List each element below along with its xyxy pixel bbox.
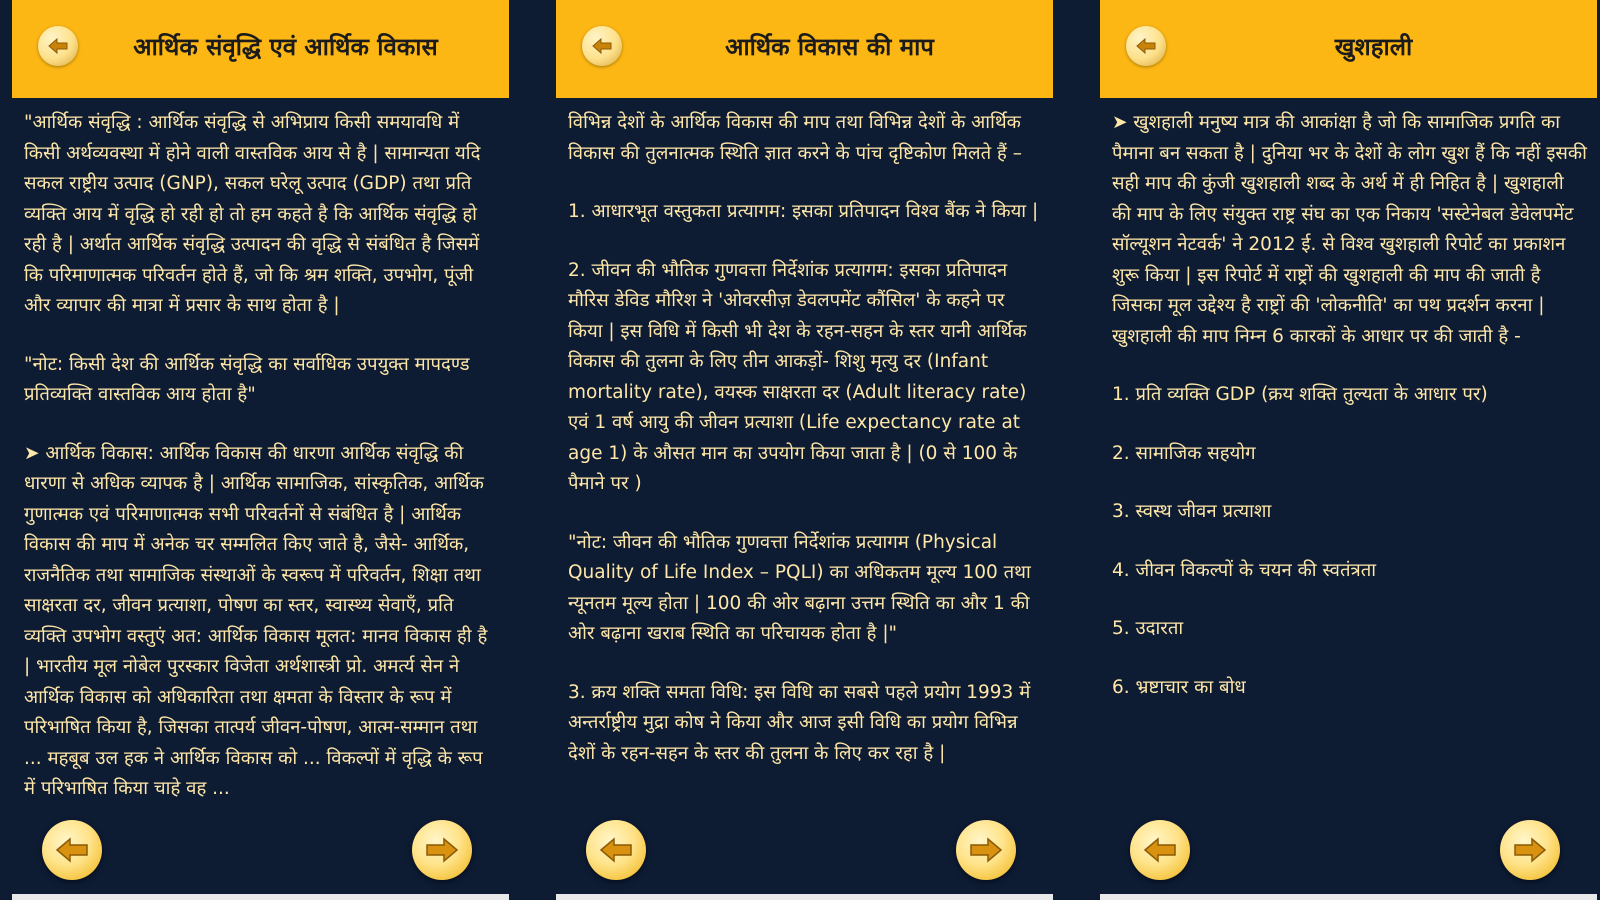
paragraph: ➤ आर्थिक विकास: आर्थिक विकास की धारणा आर्थिक संवृद्धि की धारणा से अधिक व्यापक है | आर्थिक सामाजिक, सांस्कृतिक, आर्थिक गुणात्मक एवं परिमाणात्मक सभी परिवर्तनों से संबंधित है | आर्थिक विकास की माप में अनेक चर सम्मलित किए जाते है, जैसे- आर्थिक, राजनैतिक तथा सामाजिक संस्थाओं के स्वरूप में परिवर्तन, शिक्षा तथा साक्षरता दर, जीवन प्रत्याशा, पोषण का स्तर, स्वास्थ्य सेवाएँ, प्रति व्यक्ति उपभोग वस्तुएं अत: आर्थिक विकास मूलत: मानव विकास ही है | भारतीय मूल नोबेल पुरस्कार विजेता अर्थशास्त्री प्रो. अमर्त्य सेन ने आर्थिक विकास को अधिकारिता तथा क्षमता के विस्तार के रूप में परिभाषित किया है, जिसका तात्पर्य जीवन-पोषण, आत्म-सम्मान तथा ... महबूब उल हक ने आर्थिक विकास को ... विकल्पों में वृद्धि के रूप में परिभाषित किया चाहे वह ... (24, 442, 488, 799)
arrow-left-icon (47, 37, 69, 55)
paragraph: "नोट: किसी देश की आर्थिक संवृद्धि का सर्वाधिक उपयुक्त मापदण्ड प्रतिव्यक्ति वास्तविक आय होता है" (24, 353, 470, 405)
arrow-left-icon (591, 37, 613, 55)
paragraph: 3. क्रय शक्ति समता विधि: इस विधि का सबसे पहले प्रयोग 1993 में अन्तर्राष्ट्रीय मुद्रा कोष ने किया और आज इसी विधि का प्रयोग विभिन्न देशों के रहन-सहन के स्तर की तुलना के लिए कर रहा है | (568, 681, 1031, 764)
app-header (12, 0, 509, 98)
paragraph: 2. जीवन की भौतिक गुणवत्ता निर्देशांक प्रत्यागम: इसका प्रतिपादन मौरिस डेविड मौरिश ने 'ओवरसीज़ डेवलपमेंट कौंसिल' के कहने पर किया | इस विधि में किसी भी देश के रहन-सहन के स्तर यानी आर्थिक विकास की तुलना के लिए तीन आकड़ों- शिशु मृत्यु दर (Infant mortality rate), वयस्क साक्षरता दर (Adult literacy rate) एवं 1 वर्ष आयु की जीवन प्रत्याशा (Life expectancy rate at age 1) के औसत मान का उपयोग किया जाता है | (0 से 100 के पैमाने पर ) (568, 259, 1027, 494)
list-item: 3. स्वस्थ जीवन प्रत्याशा (1112, 501, 1272, 522)
page-title: आर्थिक विकास की माप (725, 33, 934, 61)
previous-button[interactable] (586, 820, 646, 880)
next-button[interactable] (412, 820, 472, 880)
paragraph: "नोट: जीवन की भौतिक गुणवत्ता निर्देशांक प्रत्यागम (Physical Quality of Life Index – PQLI) का अधिकतम मूल्य 100 तथा न्यूनतम मूल्य होता | 100 की ओर बढ़ाना उत्तम स्थिति का और 1 की ओर बढ़ाना खराब स्थिति का परिचायक होता है |" (568, 531, 1031, 644)
arrow-right-icon (1513, 837, 1547, 863)
app-header (1100, 0, 1597, 98)
arrow-right-icon (425, 837, 459, 863)
list-item: 6. भ्रष्टाचार का बोध (1112, 676, 1246, 698)
back-button[interactable] (1126, 26, 1166, 66)
arrow-left-icon (599, 837, 633, 863)
paragraph: विभिन्न देशों के आर्थिक विकास की माप तथा विभिन्न देशों के आर्थिक विकास की तुलनात्मक स्थिति ज्ञात करने के पांच दृष्टिकोण मिलते हैं – (568, 112, 1022, 164)
bottom-bar (556, 894, 1053, 900)
bottom-bar (12, 894, 509, 900)
list-item: 4. जीवन विकल्पों के चयन की स्वतंत्रता (1112, 559, 1377, 581)
arrow-left-icon (1143, 837, 1177, 863)
app-header (556, 0, 1053, 98)
article-text (568, 108, 1043, 797)
list-item: 2. सामाजिक सहयोग (1112, 442, 1256, 464)
previous-button[interactable] (1130, 820, 1190, 880)
page-title: खुशहाली (1334, 33, 1413, 61)
page-title: आर्थिक संवृद्धि एवं आर्थिक विकास (133, 33, 438, 61)
next-button[interactable] (956, 820, 1016, 880)
bottom-bar (1100, 894, 1597, 900)
list-item: 1. प्रति व्यक्ति GDP (क्रय शक्ति तुल्यता के आधार पर) (1112, 384, 1488, 405)
screen-panel-3 (1100, 0, 1597, 900)
screen-panel-2 (556, 0, 1053, 900)
back-button[interactable] (38, 26, 78, 66)
arrow-right-icon (969, 837, 1003, 863)
paragraph: ➤ खुशहाली मनुष्य मात्र की आकांक्षा है जो कि सामाजिक प्रगति का पैमाना बन सकता है | दुनिया भर के देशों के लोग खुश हैं कि नहीं इसकी सही माप की कुंजी खुशहाली शब्द के अर्थ में ही निहित है | खुशहाली की माप के लिए संयुक्त राष्ट्र संघ का एक निकाय 'सस्टेनेबल डेवेलपमेंट सॉल्यूशन नेटवर्क' ने 2012 ई. से विश्व खुशहाली रिपोर्ट का प्रकाशन शुरू किया | इस रिपोर्ट में राष्ट्रों की खुशहाली की माप की जाती है जिसका मूल उद्देश्य है राष्ट्रों की 'लोकनीति' का पथ प्रदर्शन करना | खुशहाली की माप निम्न 6 कारकों के आधार पर की जाती है - (1112, 112, 1587, 347)
arrow-left-icon (1135, 37, 1157, 55)
list-item: 5. उदारता (1112, 618, 1184, 639)
arrow-left-icon (55, 837, 89, 863)
next-button[interactable] (1500, 820, 1560, 880)
article-text (1112, 108, 1587, 731)
previous-button[interactable] (42, 820, 102, 880)
screen-panel-1 (12, 0, 509, 900)
back-button[interactable] (582, 26, 622, 66)
article-text (24, 108, 499, 833)
paragraph: 1. आधारभूत वस्तुकता प्रत्यागम: इसका प्रतिपादन विश्व बैंक ने किया | (568, 201, 1039, 222)
paragraph: "आर्थिक संवृद्धि : आर्थिक संवृद्धि से अभिप्राय किसी समयावधि में किसी अर्थव्यवस्था में होने वाली वास्तविक आय से है | सामान्यता यदि सकल राष्ट्रीय उत्पाद (GNP), सकल घरेलू उत्पाद (GDP) तथा प्रति व्यक्ति आय में वृद्धि हो रही हो तो हम कहते है कि आर्थिक संवृद्धि हो रही है | अर्थात आर्थिक संवृद्धि उत्पादन की वृद्धि से संबंधित है जिसमें कि परिमाणात्मक परिवर्तन होते हैं, जो कि श्रम शक्ति, उपभोग, पूंजी और व्यापार की मात्रा में प्रसार के साथ होता है | (24, 112, 481, 316)
